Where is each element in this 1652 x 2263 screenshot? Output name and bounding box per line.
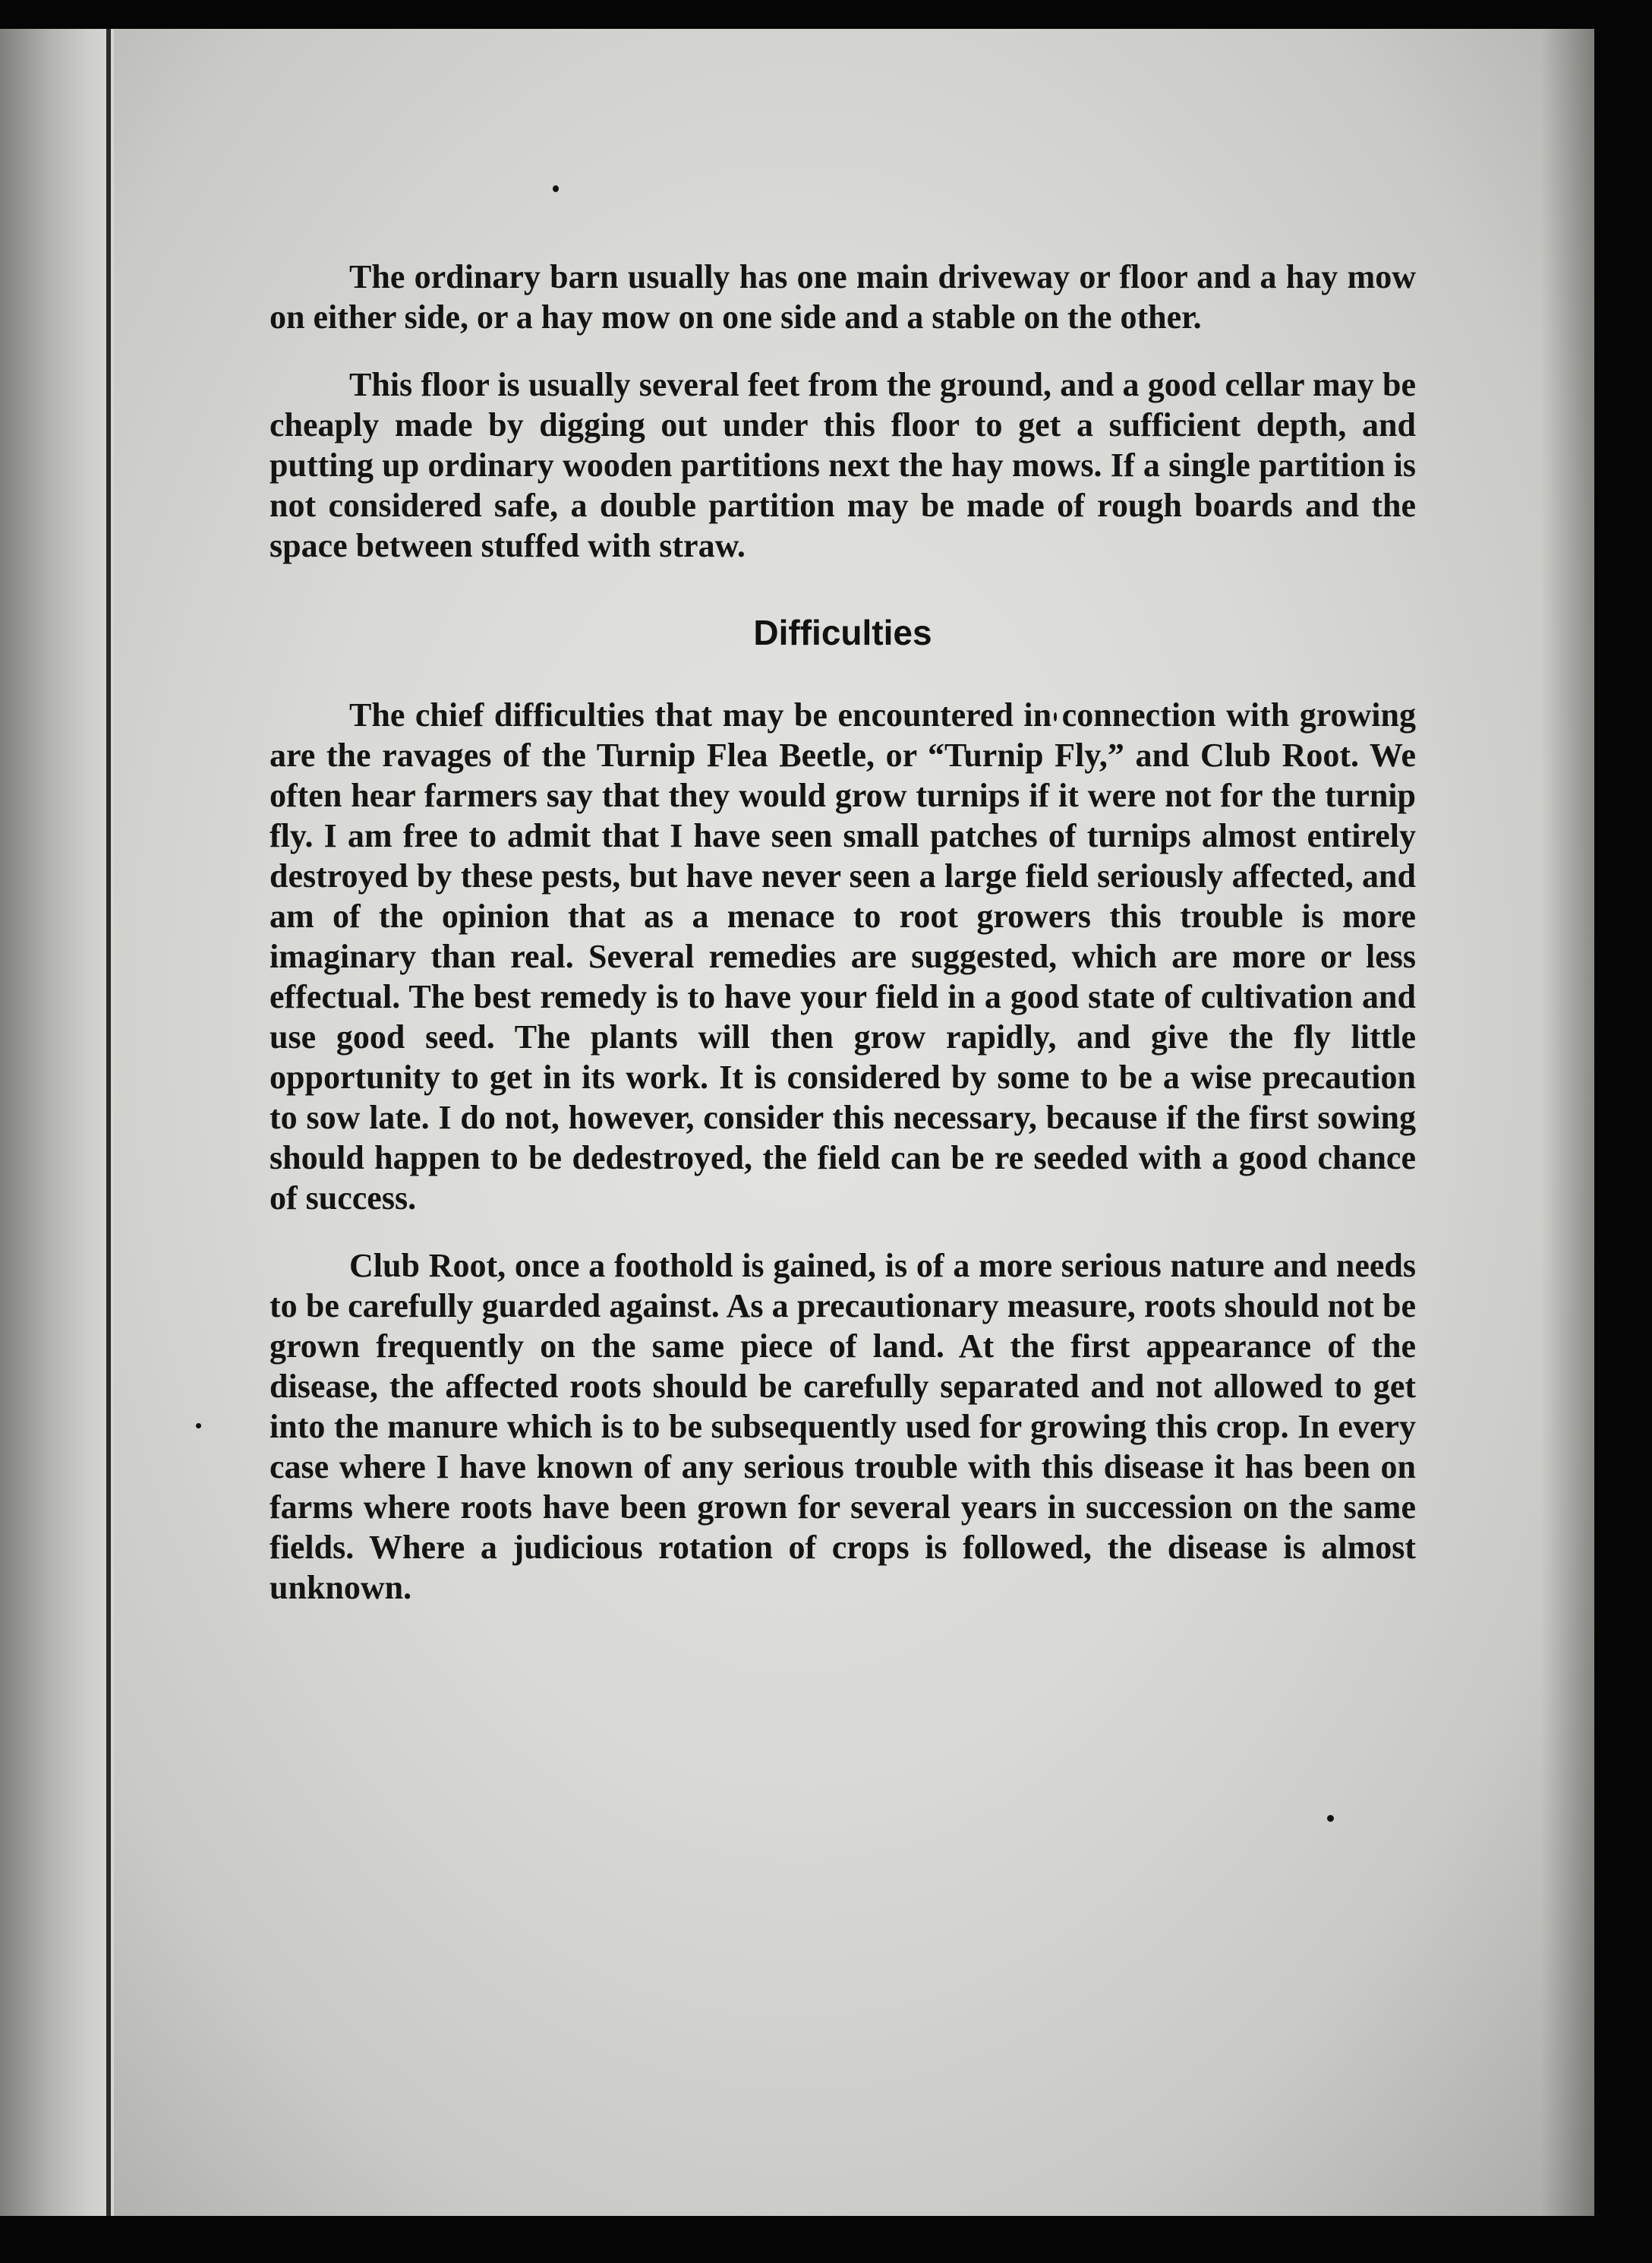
book-page [0, 29, 1594, 2216]
page-text [270, 257, 1416, 1608]
paragraph-turnip-fly: The chief difficulties that may be encountered in connection with growing are the ravages of the Turnip Flea Beetle, or “Turnip Fly,” and Club Root. We often hear farmers say that they would grow turnips if it were not for the turnip fly. I am free to admit that I have seen small patches of turnips almost entirely destroyed by these pests, but have never seen a large field seriously affected, and am of the opinion that as a menace to root growers this trouble is more imaginary than real. Several remedies are suggested, which are more or less effectual. The best remedy is to have your field in a good state of cultivation and use good seed. The plants will then grow rapidly, and give the fly little opportunity to get in its work. It is considered by some to be a wise precaution to sow late. I do not, however, consider this necessary, because if the first sowing should happen to be dedestroyed, the field can be re seeded with a good chance of success. [270, 696, 1416, 1217]
section-heading: Difficulties [753, 613, 932, 652]
paragraph-club-root: Club Root, once a foothold is gained, is of a more serious nature and needs to be carefully guarded against. As a precautionary measure, roots should not be grown frequently on the same piece of land. At the first appearance of the disease, the affected roots should be carefully separated and not allowed to get into the manure which is to be subsequently used for growing this crop. In every case where I have known of any serious trouble with this disease it has been on farms where roots have been grown for several years in succession on the same fields. Where a judicious rotation of crops is followed, the disease is almost unknown. [270, 1247, 1416, 1606]
page-gutter [0, 29, 114, 2216]
ink-speck [1327, 1815, 1334, 1822]
paragraph-barn: The ordinary barn usually has one main driveway or floor and a hay mow on either side, or a hay mow on one side and a stable on the other. [270, 258, 1416, 336]
ink-speck [553, 185, 559, 192]
ink-speck [196, 1423, 201, 1428]
gutter-line [106, 29, 111, 2216]
paragraph-cellar: This floor is usually several feet from the ground, and a good cellar may be cheaply made by digging out under this floor to get a sufficient depth, and putting up ordinary wooden partitions next the hay mows. If a single partition is not considered safe, a double partition may be made of rough boards and the space between stuffed with straw. [270, 366, 1416, 564]
page-edge-shadow [1541, 29, 1594, 2216]
